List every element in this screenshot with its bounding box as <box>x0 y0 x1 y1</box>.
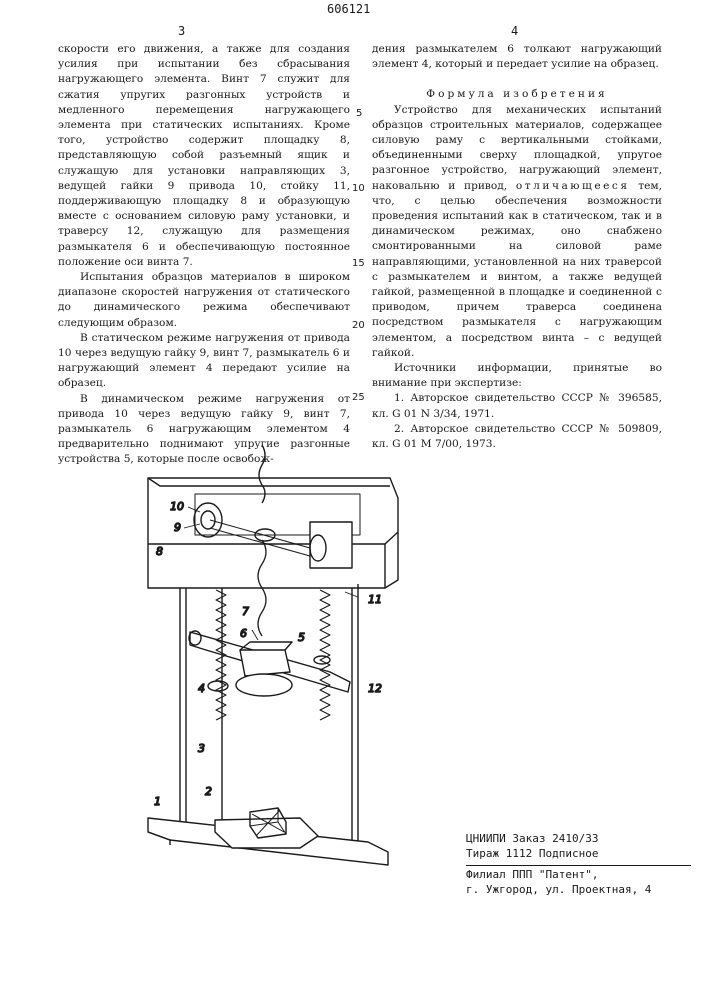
paragraph: В динамическом режиме нагружения от привода 10 через ведущую гайку 9, винт 7, размыкатель 6 нагружающим элементом 4 предварительно поднимают упругие разгонные устройства 5, которые после освобож- <box>58 392 350 466</box>
imprint-branch: Филиал ППП "Патент", <box>466 865 691 883</box>
line-number: 25 <box>352 392 365 403</box>
imprint-address: г. Ужгород, ул. Проектная, 4 <box>466 882 652 896</box>
line-number: 20 <box>352 320 365 331</box>
figure-label-10: 10 <box>170 500 184 513</box>
claim-end: тем, что, с целью обеспечения возможности проведения испытаний как в статическом, так и в динамическом режимах, оно снабжено смонтированными на силовой раме направляющими, установленной на них траверсой с размыкателем и винтом, а также ведущей гайкой, размещенной в площадке и соединенной с приводом, причем траверса соединена посредством размыкателя с нагружающим элементом, а посредством винта – с ведущей гайкой. <box>372 179 663 359</box>
source-item: 2. Авторское свидетельство СССР № 509809, кл. G 01 M 7/00, 1973. <box>372 422 662 451</box>
figure-label-3: 3 <box>198 742 205 755</box>
figure-label-1: 1 <box>154 795 161 808</box>
line-number: 15 <box>352 258 365 269</box>
line-number: 10 <box>352 183 365 194</box>
imprint-circulation: Тираж 1112 Подписное <box>466 846 599 860</box>
line-number: 5 <box>356 108 363 119</box>
figure-label-11: 11 <box>368 593 382 606</box>
figure-release <box>240 650 290 676</box>
figure-label-2: 2 <box>205 785 212 798</box>
claim-start: Устройство для механических испытаний образцов строительных материалов, содержащее силовую раму с вертикальными стойками, объединенными сверху площадкой, упругое разгонное устройство, нагружающий элемент, наковальню и привод, <box>372 103 662 192</box>
figure-label-5: 5 <box>298 631 305 644</box>
left-column <box>58 42 350 468</box>
figure-label-4: 4 <box>198 682 205 695</box>
sources-intro: Источники информации, принятые во внимание при экспертизе: <box>372 362 662 390</box>
figure-label-9: 9 <box>174 521 181 534</box>
figure-label-8: 8 <box>156 545 163 558</box>
figure-label-7: 7 <box>242 605 249 618</box>
source-item: 1. Авторское свидетельство СССР № 396585, кл. G 01 N 3/34, 1971. <box>372 392 662 420</box>
figure-drive <box>194 503 222 537</box>
claim-distinguishing: отличающееся <box>515 179 630 192</box>
paragraph: Испытания образцов материалов в широком диапазоне скоростей нагружения от статического до динамического режима обеспечивают следующим образом. <box>58 271 350 329</box>
patent-number: 606121 <box>327 2 371 16</box>
figure-spring-right <box>320 590 330 720</box>
figure-label-12: 12 <box>368 682 382 695</box>
figure-test-apparatus <box>140 440 430 910</box>
imprint-order: ЦНИИПИ Заказ 2410/33 <box>466 832 599 845</box>
imprint <box>466 832 691 897</box>
figure-label-6: 6 <box>240 627 247 640</box>
figure-loading-element <box>236 674 292 696</box>
claim <box>372 103 662 361</box>
paragraph: дения размыкателем 6 толкают нагружающий элемент 4, который и передает усилие на образец. <box>372 43 662 71</box>
formula-heading: Формула изобретения <box>426 88 608 101</box>
page-number-right: 4 <box>511 24 519 38</box>
page-number-left: 3 <box>178 24 186 38</box>
paragraph: скорости его движения, а также для создания усилия при испытании без сбрасывания нагружающего элемента. Винт 7 служит для сжатия упругих разгонных устройств и медленного перемещения нагружающего элемента при статических испытаниях. Кроме того, устройство содержит площадку 8, представляющую собой разъемный ящик и служащую для установки направляющих 3, ведущей гайки 9 привода 10, стойку 11, поддерживающую площадку 8 и образующую вместе с основанием силовую раму установки, и траверсу 12, служащую для размещения размыкателя 6 и обеспечивающую постоянное положение оси винта 7. <box>58 43 350 268</box>
paragraph: В статическом режиме нагружения от привода 10 через ведущую гайку 9, винт 7, размыкатель 6 и нагружающий элемент 4 передают усилие на образец. <box>58 331 350 390</box>
right-column <box>372 42 662 452</box>
